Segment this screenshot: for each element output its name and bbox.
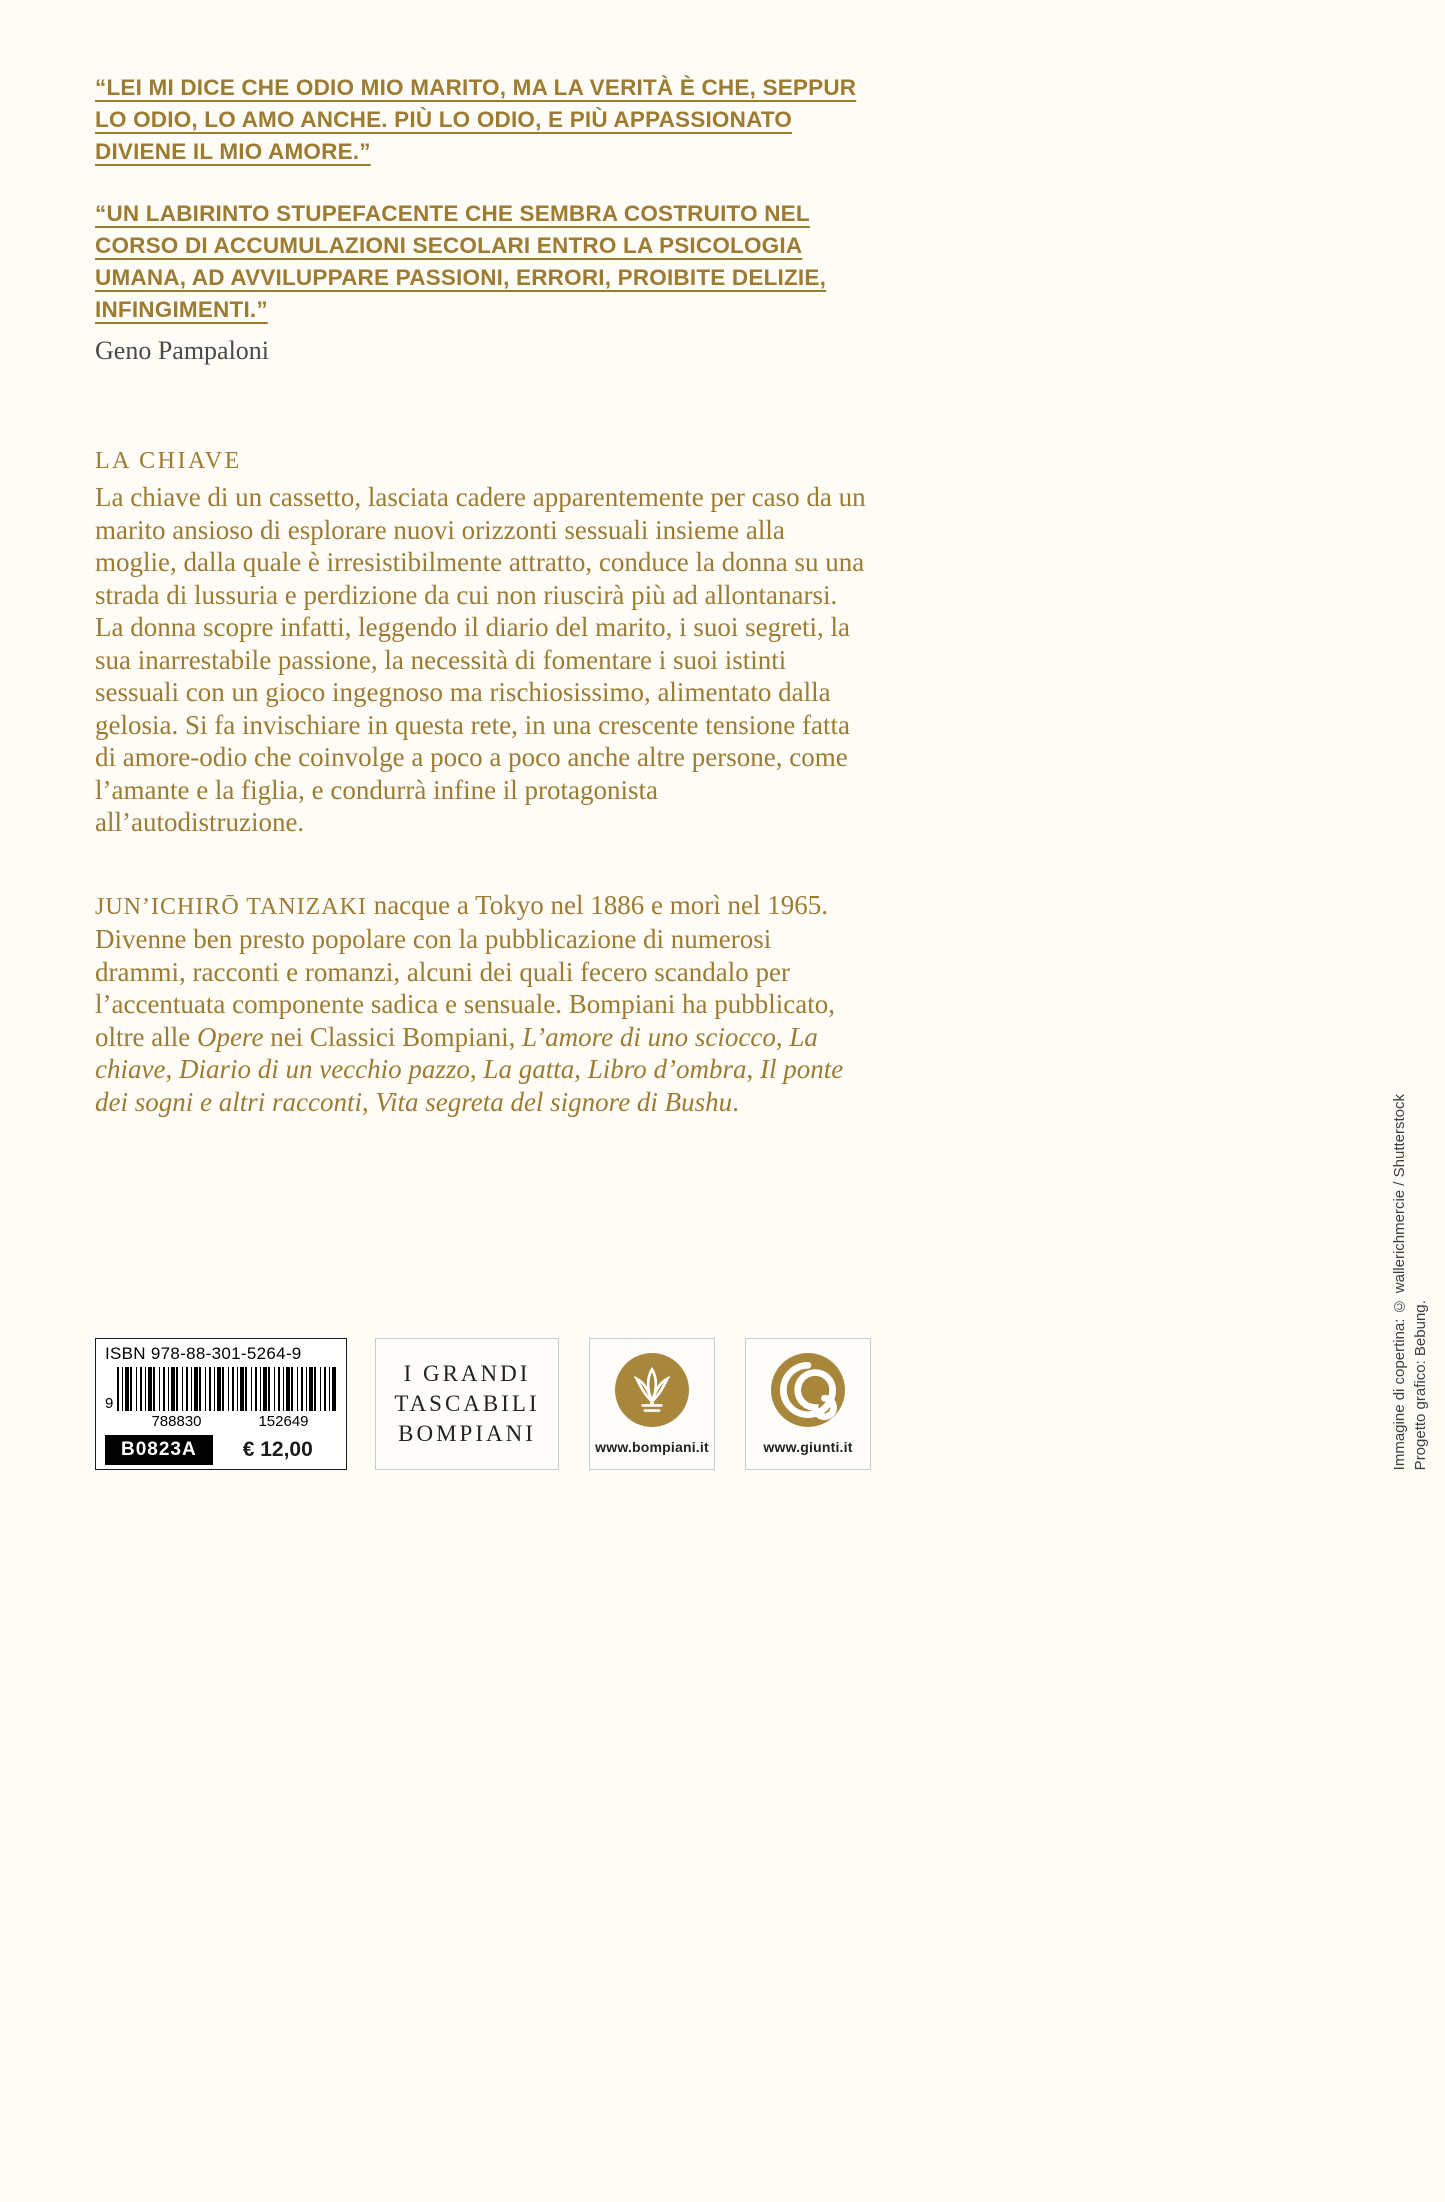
- book-title-heading: LA CHIAVE: [95, 448, 242, 474]
- barcode: [105, 1367, 337, 1411]
- author-name: JUN’ICHIRŌ TANIZAKI: [95, 893, 367, 920]
- bio-separator: ,: [165, 1054, 179, 1084]
- barcode-group-2: 152649: [258, 1413, 309, 1430]
- isbn-barcode-box: [95, 1338, 347, 1470]
- giunti-spiral-icon: [771, 1353, 845, 1432]
- bio-period: .: [732, 1086, 739, 1117]
- bio-text-1: nacque a Tokyo nel 1886 e morì nel 1965. Divenne ben presto popolare con la pubblicazione di numerosi drammi, racconti e romanzi, alcuni dei quali fecero scandalo per l’accentuata componente sadica e sensuale. Bompiani ha pubblicato, oltre alle: [95, 889, 835, 1052]
- series-imprint-box: [375, 1338, 559, 1470]
- review-quote-2: “UN LABIRINTO STUPEFACENTE CHE SEMBRA COSTRUITO NEL CORSO DI ACCUMULAZIONI SECOLARI ENTRO LA PSICOLOGIA UMANA, AD AVVILUPPARE PASSIONI, ERRORI, PROIBITE DELIZIE, INFINGIMENTI.”: [95, 201, 827, 322]
- edition-code-badge: B0823A: [105, 1435, 213, 1465]
- review-quote-1: “LEI MI DICE CHE ODIO MIO MARITO, MA LA VERITÀ È CHE, SEPPUR LO ODIO, LO AMO ANCHE. PIÙ LO ODIO, E PIÙ APPASSIONATO DIVIENE IL MIO AMORE.”: [95, 75, 857, 164]
- bompiani-logo-box: [589, 1338, 715, 1470]
- price-row: [105, 1435, 337, 1465]
- barcode-digits: [123, 1413, 337, 1430]
- series-line-3: BOMPIANI: [398, 1421, 536, 1446]
- back-cover-text-column: [95, 72, 867, 1118]
- graphic-design-credit: Progetto grafico: Bebung.: [1412, 1299, 1429, 1470]
- bio-separator: ,: [746, 1054, 760, 1084]
- bio-title-opere: Opere: [196, 1021, 264, 1052]
- bio-title: Libro d’ombra: [587, 1054, 747, 1084]
- quote-attribution: Geno Pampaloni: [95, 336, 270, 365]
- author-bio: [95, 889, 867, 1119]
- bio-title: Diario di un vecchio pazzo: [178, 1054, 470, 1084]
- bio-text-2: nei Classici Bompiani,: [263, 1021, 523, 1052]
- bio-title: La chiave: [95, 1021, 818, 1084]
- bompiani-url: www.bompiani.it: [595, 1439, 709, 1455]
- barcode-bars-icon: [117, 1367, 337, 1411]
- giunti-logo-box: [745, 1338, 871, 1470]
- giunti-url: www.giunti.it: [763, 1439, 853, 1455]
- synopsis-paragraph: La chiave di un cassetto, lasciata cadere apparentemente per caso da un marito ansioso di esplorare nuovi orizzonti sessuali insieme alla moglie, dalla quale è irresistibilmente attratto, conduce la donna su una strada di lussuria e perdizione da cui non riuscirà più ad allontanarsi. La donna scopre infatti, leggendo il diario del marito, i suoi segreti, la sua inarrestabile passione, la necessità di fomentare i suoi istinti sessuali con un gioco ingegnoso ma rischiosissimo, alimentato dalla gelosia. Si fa invischiare in questa rete, in una crescente tensione fatta di amore-odio che coinvolge a poco a poco anche altre persone, come l’amante e la figlia, e condurrà infine il protagonista all’autodistruzione.: [95, 482, 866, 837]
- footer-strip: [95, 1338, 871, 1470]
- barcode-group-1: 788830: [151, 1413, 202, 1430]
- bio-title: Vita segreta del signore di Bushu: [375, 1086, 733, 1117]
- bio-title: La gatta: [483, 1054, 575, 1084]
- bio-title: Il ponte dei sogni e altri racconti: [95, 1054, 844, 1117]
- bio-separator: ,: [361, 1086, 376, 1117]
- bio-title: L’amore di uno sciocco: [522, 1021, 776, 1052]
- bompiani-flower-icon: [615, 1353, 689, 1432]
- series-line-1: I GRANDI: [403, 1361, 531, 1386]
- cover-image-credit: Immagine di copertina: © wallerichmercie / Shutterstock: [1391, 1093, 1408, 1470]
- bio-separator: ,: [469, 1054, 484, 1084]
- isbn-number: ISBN 978-88-301-5264-9: [105, 1344, 302, 1363]
- bio-separator: ,: [775, 1021, 790, 1052]
- barcode-left-digit: 9: [105, 1395, 114, 1412]
- price-label: € 12,00: [242, 1438, 313, 1461]
- series-line-2: TASCABILI: [394, 1391, 540, 1416]
- print-credits: [1389, 1094, 1431, 1470]
- bio-separator: ,: [574, 1054, 588, 1084]
